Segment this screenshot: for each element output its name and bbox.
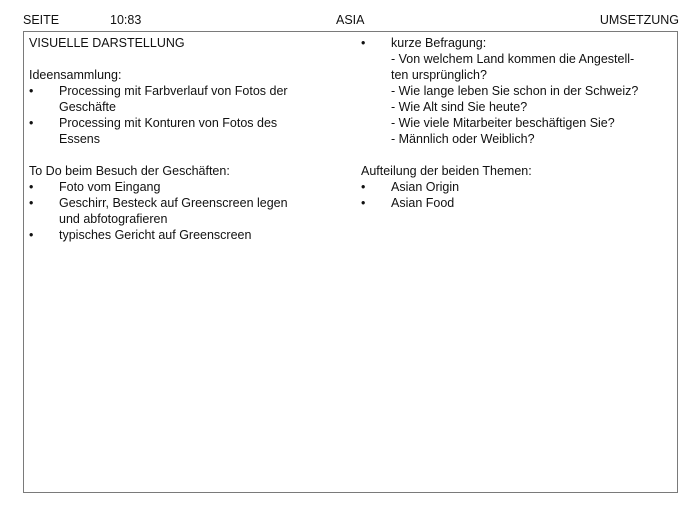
survey-item bbox=[361, 35, 673, 51]
todo-item-text: typisches Gericht auf Greenscreen bbox=[59, 228, 252, 242]
survey-question: - Wie lange leben Sie schon in der Schweiz? bbox=[391, 84, 639, 98]
idea-item-text: Essens bbox=[59, 132, 100, 146]
idea-item-text: Processing mit Farbverlauf von Fotos der bbox=[59, 84, 288, 98]
survey-question: - Von welchem Land kommen die Angestell- bbox=[391, 52, 635, 66]
left-column bbox=[29, 35, 329, 243]
survey-question: - Männlich oder Weiblich? bbox=[391, 132, 535, 146]
theme-item-text: Asian Food bbox=[391, 196, 455, 210]
bullet-icon: • bbox=[29, 228, 34, 242]
todo-heading: To Do beim Besuch der Geschäften: bbox=[29, 164, 230, 178]
section-title: UMSETZUNG bbox=[599, 13, 679, 27]
topic-title: ASIA bbox=[336, 13, 365, 27]
bullet-icon: • bbox=[361, 196, 366, 210]
bullet-icon: • bbox=[29, 180, 34, 194]
theme-item bbox=[361, 179, 673, 195]
survey-question: - Wie viele Mitarbeiter beschäftigen Sie? bbox=[391, 116, 615, 130]
todo-item bbox=[29, 195, 329, 227]
todo-item-text: und abfotografieren bbox=[59, 212, 168, 226]
theme-item-text: Asian Origin bbox=[391, 180, 460, 194]
survey-question: - Wie Alt sind Sie heute? bbox=[391, 100, 528, 114]
survey-questions bbox=[361, 51, 673, 147]
ideas-list bbox=[29, 83, 329, 147]
todo-item bbox=[29, 179, 329, 195]
todo-item-text: Geschirr, Besteck auf Greenscreen legen bbox=[59, 196, 288, 210]
page-number: 10:83 bbox=[110, 13, 142, 27]
todo-list bbox=[29, 179, 329, 243]
idea-item bbox=[29, 83, 329, 115]
survey-question: ten ursprünglich? bbox=[391, 68, 487, 82]
todo-item bbox=[29, 227, 329, 243]
ideas-heading: Ideensammlung: bbox=[29, 68, 122, 82]
themes-heading: Aufteilung der beiden Themen: bbox=[361, 164, 532, 178]
idea-item-text: Processing mit Konturen von Fotos des bbox=[59, 116, 278, 130]
bullet-icon: • bbox=[29, 116, 34, 130]
bullet-icon: • bbox=[29, 196, 34, 210]
idea-item bbox=[29, 115, 329, 147]
bullet-icon: • bbox=[361, 180, 366, 194]
header-left-label: SEITE bbox=[23, 13, 60, 27]
bullet-icon: • bbox=[29, 84, 34, 98]
todo-item-text: Foto vom Eingang bbox=[59, 180, 161, 194]
idea-item-text: Geschäfte bbox=[59, 100, 116, 114]
right-column bbox=[361, 35, 673, 211]
theme-item bbox=[361, 195, 673, 211]
themes-list bbox=[361, 179, 673, 211]
survey-label: kurze Befragung: bbox=[391, 36, 487, 50]
bullet-icon: • bbox=[361, 36, 366, 50]
section-heading: VISUELLE DARSTELLUNG bbox=[29, 36, 185, 50]
